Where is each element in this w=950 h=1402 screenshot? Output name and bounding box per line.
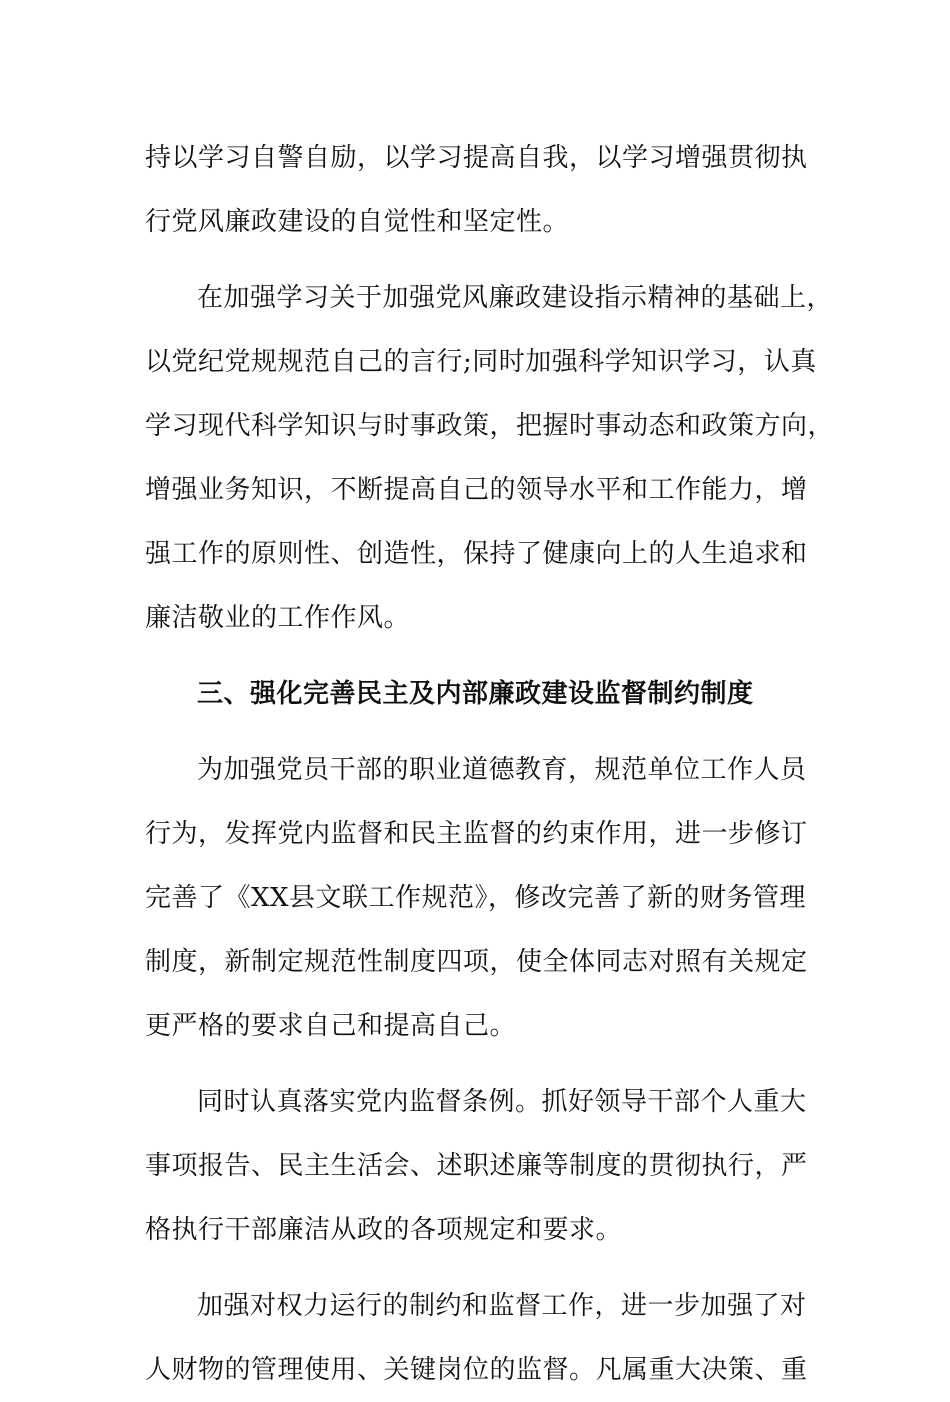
- text-line: 持以学习自警自励，以学习提高自我，以学习增强贯彻执: [145, 143, 808, 173]
- paragraph-gap: [145, 1262, 800, 1274]
- text-line: 在加强学习关于加强党风廉政建设指示精神的基础上，: [197, 283, 834, 313]
- paragraph-gap: [145, 650, 800, 662]
- text-line: 制度，新制定规范性制度四项，使全体同志对照有关规定: [145, 947, 808, 977]
- text-line: 强工作的原则性、创造性，保持了健康向上的人生追求和: [145, 539, 808, 569]
- text-line: 加强对权力运行的制约和监督工作，进一步加强了对: [197, 1291, 807, 1321]
- text-line: 廉洁敬业的工作作风。: [145, 603, 411, 633]
- document-body: [145, 126, 835, 1402]
- section-heading: [145, 662, 800, 726]
- text-line: 格执行干部廉洁从政的各项规定和要求。: [145, 1215, 623, 1245]
- text-line: 事项报告、民主生活会、述职述廉等制度的贯彻执行，严: [145, 1151, 808, 1181]
- paragraph-gap: [145, 1058, 800, 1070]
- paragraph-5: [145, 1070, 808, 1262]
- text-line: 学习现代科学知识与时事政策，把握时事动态和政策方向，: [145, 411, 835, 441]
- text-line: 以党纪党规规范自己的言行;同时加强科学知识学习，认真: [145, 347, 817, 377]
- text-line: 同时认真落实党内监督条例。抓好领导干部个人重大: [197, 1087, 807, 1117]
- text-line: 完善了《XX县文联工作规范》，修改完善了新的财务管理: [145, 883, 807, 913]
- paragraph-6: [145, 1274, 808, 1402]
- text-line: 为加强党员干部的职业道德教育，规范单位工作人员: [197, 755, 807, 785]
- text-line: 人财物的管理使用、关键岗位的监督。凡属重大决策、重: [145, 1355, 808, 1385]
- text-line: 增强业务知识，不断提高自己的领导水平和工作能力，增: [145, 475, 808, 505]
- paragraph-2: [145, 266, 835, 650]
- paragraph-4: [145, 738, 808, 1058]
- paragraph-gap: [145, 254, 800, 266]
- paragraph-1: [145, 126, 808, 254]
- heading-text: 三、强化完善民主及内部廉政建设监督制约制度: [197, 679, 754, 709]
- text-line: 行为，发挥党内监督和民主监督的约束作用，进一步修订: [145, 819, 808, 849]
- text-line: 行党风廉政建设的自觉性和坚定性。: [145, 207, 570, 237]
- text-line: 更严格的要求自己和提高自己。: [145, 1011, 517, 1041]
- paragraph-gap: [145, 726, 800, 738]
